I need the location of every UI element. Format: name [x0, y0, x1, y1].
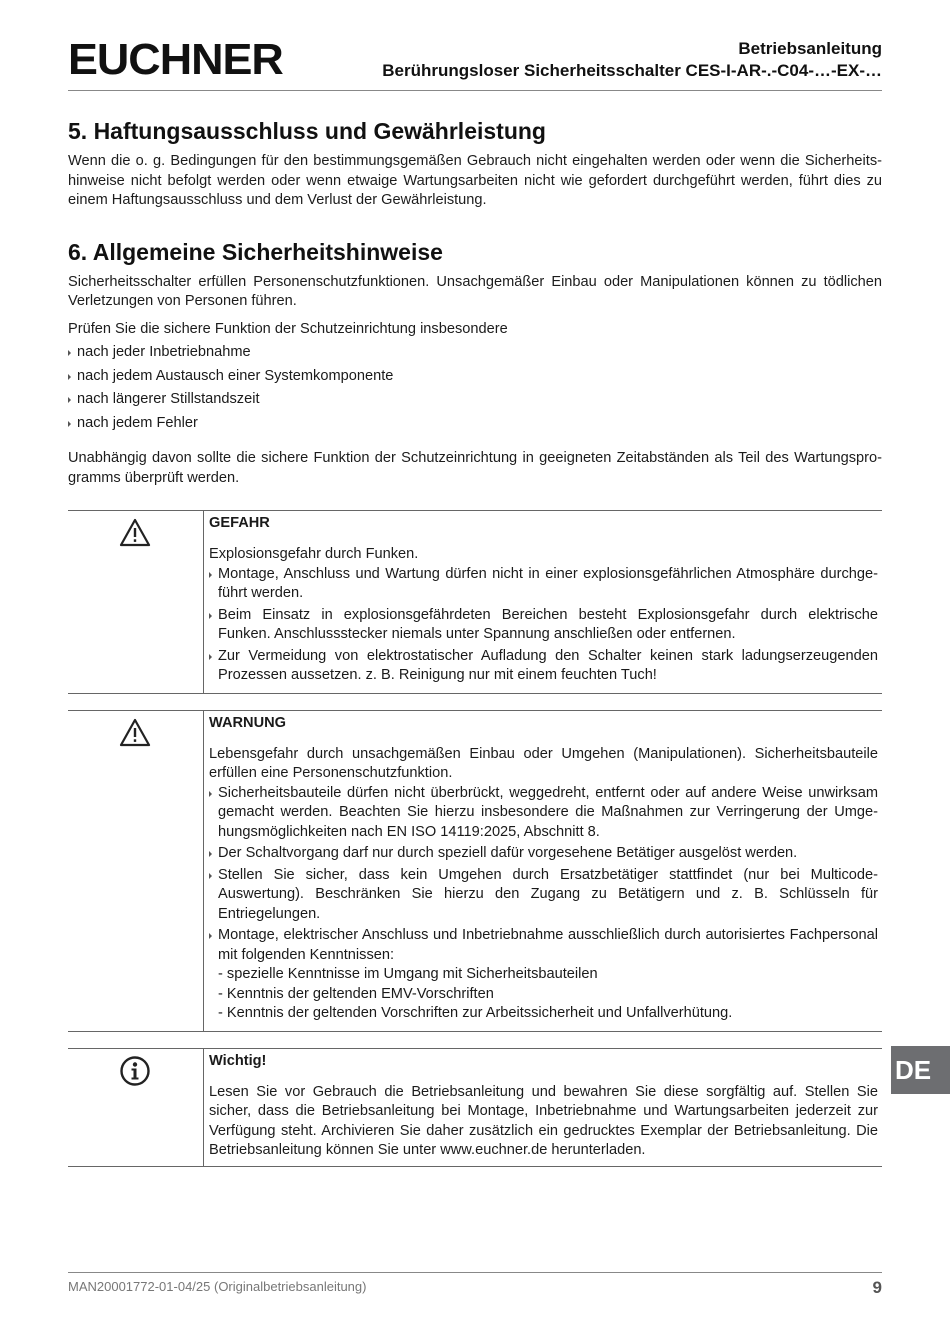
- warning-notice: [68, 710, 882, 1032]
- list-item: Zur Vermeidung von elektrostatischer Aufladung den Schalter keinen stark ladungserzeugenden Prozessen aussetzen. z. B. Reinigung nur mit einem feuchten Tuch!: [209, 647, 878, 686]
- bullet-arrow-icon: [209, 933, 212, 939]
- document-title: [382, 38, 882, 82]
- section-5-text: Wenn die o. g. Bedingungen für den bestimmungsgemäßen Gebrauch nicht eingehalten werden oder wenn die Sicherheitshinweise nicht befolgt werden oder wenn etwaige Wartungsarbeiten nicht wie gefordert durchgeführt werden, führt dies zu einem Haftungsausschluss und dem Verlust der Gewährleistung.: [68, 153, 882, 208]
- notice-body: [204, 1049, 882, 1166]
- list-item: nach jeder Inbetriebnahme: [68, 343, 882, 363]
- notice-title: Wichtig!: [209, 1052, 267, 1069]
- footer-divider: [68, 1272, 882, 1273]
- notice-body: [204, 711, 882, 1031]
- document-title-line1: Betriebsanleitung: [738, 39, 882, 58]
- bullet-arrow-icon: [68, 397, 71, 403]
- section-6-paragraph-2: Prüfen Sie die sichere Funktion der Schutzeinrichtung insbesondere: [68, 320, 508, 337]
- page-content: [68, 116, 882, 1167]
- notice-icon-cell: [68, 1049, 204, 1166]
- section-6-paragraph-3: Unabhängig davon sollte die sichere Funktion der Schutzeinrichtung in geeigneten Zeitabständen als Teil des Wartungsprogramms überprüft werden.: [68, 450, 882, 486]
- bullet-arrow-icon: [209, 654, 212, 660]
- euchner-logo: EUCHNER: [68, 35, 283, 84]
- list-item: Der Schaltvorgang darf nur durch speziell dafür vorgesehene Betätiger ausgelöst werden.: [209, 844, 878, 864]
- notice-list: [209, 565, 878, 686]
- language-tab: DE: [891, 1046, 950, 1094]
- page-number: 9: [872, 1278, 882, 1297]
- list-item: Montage, elektrischer Anschluss und Inbetriebnahme ausschließlich durch autorisiertes Fachpersonal mit folgenden Kenntnissen: - spezielle Kenntnisse im Umgang mit Sicherheitsbauteilen - Kenntnis der geltenden EMV-Vorschriften - Kenntnis der geltenden Vorschriften zur Arbeitssicherheit und Unfallverhütung.: [209, 926, 878, 1024]
- notice-icon-cell: [68, 511, 204, 693]
- section-6-paragraph-1: Sicherheitsschalter erfüllen Personenschutzfunktionen. Unsachgemäßer Einbau oder Manipulationen können zu tödlichen Verletzungen von Personen führen.: [68, 273, 882, 309]
- notice-intro: Lebensgefahr durch unsachgemäßen Einbau oder Umgehen (Manipulationen). Sicherheitsbauteile erfüllen eine Personenschutzfunktion.: [209, 745, 878, 781]
- bullet-arrow-icon: [68, 421, 71, 427]
- list-item: Stellen Sie sicher, dass kein Umgehen durch Ersatzbetätiger stattfindet (nur bei Multicode-Auswertung). Beschränken Sie hierzu den Zugang zu Betätigern und z. B. Schlüsseln für Entriegelungen.: [209, 866, 878, 925]
- warning-triangle-icon: [119, 517, 151, 549]
- list-item: nach längerer Stillstandszeit: [68, 390, 882, 410]
- bullet-arrow-icon: [68, 374, 71, 380]
- sub-item: - Kenntnis der geltenden Vorschriften zur Arbeitssicherheit und Unfallverhütung.: [218, 1005, 733, 1021]
- bullet-arrow-icon: [209, 851, 212, 857]
- notice-title: WARNUNG: [209, 714, 287, 731]
- bullet-arrow-icon: [209, 873, 212, 879]
- bullet-arrow-icon: [209, 572, 212, 578]
- notice-title: GEFAHR: [209, 515, 270, 531]
- document-id: MAN20001772-01-04/25 (Originalbetriebsanleitung): [68, 1279, 367, 1294]
- notice-icon-cell: [68, 711, 204, 1031]
- section-5-heading: 5. Haftungsausschluss und Gewährleistung: [68, 118, 546, 144]
- sub-item: - Kenntnis der geltenden EMV-Vorschriften: [218, 985, 494, 1002]
- notice-text: Lesen Sie vor Gebrauch die Betriebsanleitung und bewahren Sie diese sorgfältig auf. Stellen Sie sicher, dass die Betriebsanleitung bei Montage, Inbetriebnahme und Wartungsarbeiten jederzeit zur Verfügung steht. Archivieren Sie daher zusätzlich ein gedrucktes Exemplar der Betriebsanleitung. Die Betriebsanleitung können Sie unter www.euchner.de herunterladen.: [209, 1083, 878, 1158]
- list-item: Sicherheitsbauteile dürfen nicht überbrückt, weggedreht, entfernt oder auf andere Weise unwirksam gemacht werden. Beachten Sie hierzu insbesondere die Maßnahmen zur Verringerung der Umgehungsmöglichkeiten nach EN ISO 14119:2025, Abschnitt 8.: [209, 784, 878, 843]
- section-6-heading: 6. Allgemeine Sicherheitshinweise: [68, 238, 443, 265]
- list-item: nach jedem Fehler: [68, 414, 882, 434]
- notice-intro: Explosionsgefahr durch Funken.: [209, 546, 419, 562]
- bullet-arrow-icon: [68, 350, 71, 356]
- sub-item: - spezielle Kenntnisse im Umgang mit Sicherheitsbauteilen: [218, 966, 598, 982]
- info-icon: [119, 1055, 151, 1087]
- list-item: Beim Einsatz in explosionsgefährdeten Bereichen besteht Explosionsgefahr durch elektrische Funken. Anschlussstecker niemals unter Spannung anschließen oder entfernen.: [209, 606, 878, 645]
- bullet-arrow-icon: [209, 613, 212, 619]
- notice-body: [204, 511, 882, 693]
- section-6: [68, 237, 882, 489]
- document-title-line2: Berührungsloser Sicherheitsschalter CES-I-AR-.-C04-…-EX-…: [382, 61, 882, 80]
- warning-triangle-icon: [119, 717, 151, 749]
- list-item: Montage, Anschluss und Wartung dürfen nicht in einer explosionsgefährlichen Atmosphäre durchgeführt werden.: [209, 565, 878, 604]
- notice-list: [209, 784, 878, 1024]
- header-divider: [68, 90, 882, 91]
- danger-notice: [68, 510, 882, 694]
- list-item: nach jedem Austausch einer Systemkomponente: [68, 367, 882, 387]
- important-notice: [68, 1048, 882, 1167]
- check-list: [68, 343, 882, 433]
- section-5: [68, 116, 882, 211]
- bullet-arrow-icon: [209, 791, 212, 797]
